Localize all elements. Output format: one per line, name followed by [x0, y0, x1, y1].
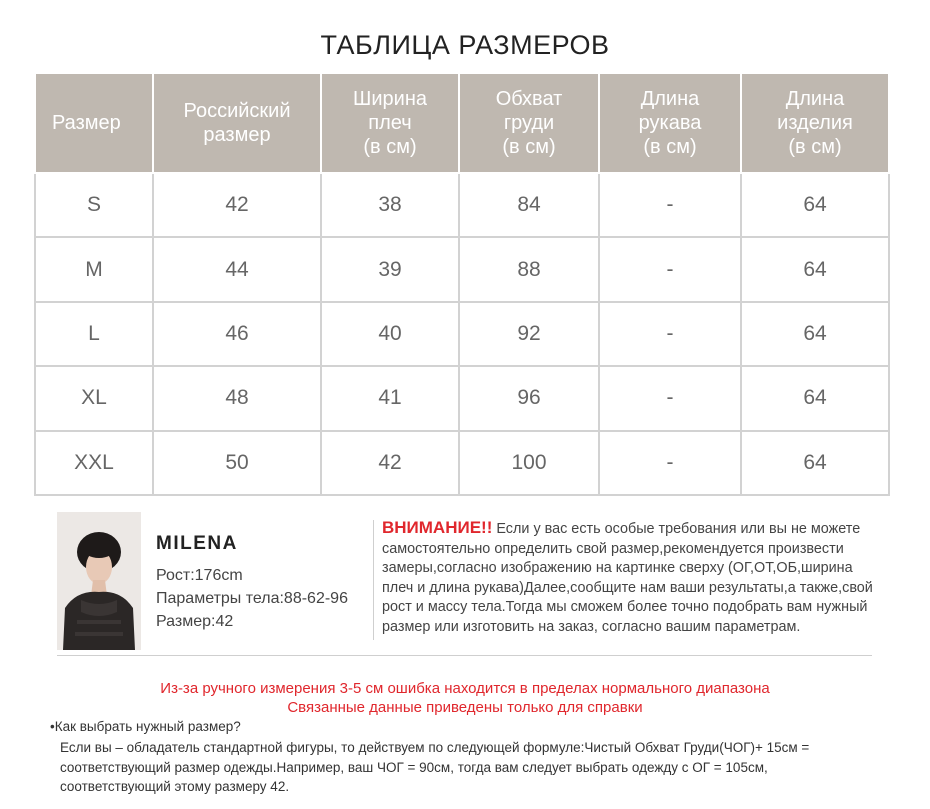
table-row	[35, 173, 889, 237]
header-sleeve-length: Длина рукава (в см)	[599, 73, 741, 173]
header-item-length: Длина изделия (в см)	[741, 73, 889, 173]
model-body-params: Параметры тела:88-62-96	[156, 590, 348, 607]
attention-text: Если у вас есть особые требования или вы не можете самостоятельно определить свой размер,рекомендуется произвести замеры,согласно изображению на картинке сверху (ОГ,ОТ,ОБ,ширина плеч и длина рукава)Далее,сообщите нам ваши результаты,а также,свой рост и массу тела.Тогда мы сможем более точно подобрать вам нужный размер или изготовить на заказ, согласно вашим параметрам.	[382, 521, 873, 635]
table-cell: -	[599, 431, 741, 495]
table-row	[35, 237, 889, 301]
table-row	[35, 431, 889, 495]
table-cell: 100	[459, 431, 599, 495]
table-cell: 50	[153, 431, 321, 495]
model-photo	[57, 512, 141, 650]
table-cell: -	[599, 237, 741, 301]
table-cell: -	[599, 366, 741, 430]
table-cell: 92	[459, 302, 599, 366]
table-header-row	[35, 73, 889, 173]
table-cell: 84	[459, 173, 599, 237]
header-size: Размер	[35, 73, 153, 173]
reference-warning: Связанные данные приведены только для справки	[287, 699, 643, 716]
vertical-divider	[373, 520, 374, 640]
table-cell: 42	[153, 173, 321, 237]
howto-title: •Как выбрать нужный размер?	[50, 719, 241, 734]
table-row	[35, 366, 889, 430]
header-shoulder-width: Ширина плеч (в см)	[321, 73, 459, 173]
measurement-warning: Из-за ручного измерения 3-5 см ошибка находится в пределах нормального диапазона	[160, 680, 770, 697]
howto-text: Если вы – обладатель стандартной фигуры, то действуем по следующей формуле:Чистый Обхват Груди(ЧОГ)+ 15см = соответствующий размер одежды.Например, ваш ЧОГ = 90см, тогда вам следует выбрать одежду с ОГ = 105см, соответствующий этому размеру 42.	[60, 740, 810, 794]
page-title: ТАБЛИЦА РАЗМЕРОВ	[320, 30, 610, 60]
table-cell: 64	[741, 302, 889, 366]
table-cell: 96	[459, 366, 599, 430]
table-cell: S	[35, 173, 153, 237]
table-cell: 64	[741, 173, 889, 237]
size-table	[34, 72, 890, 496]
table-cell: 39	[321, 237, 459, 301]
table-cell: XXL	[35, 431, 153, 495]
model-photo-illustration	[57, 512, 141, 650]
header-chest: Обхват груди (в см)	[459, 73, 599, 173]
table-cell: XL	[35, 366, 153, 430]
table-cell: 46	[153, 302, 321, 366]
table-cell: -	[599, 173, 741, 237]
table-cell: 40	[321, 302, 459, 366]
table-cell: 64	[741, 431, 889, 495]
model-name: MILENA	[156, 533, 238, 554]
table-cell: 38	[321, 173, 459, 237]
horizontal-divider	[57, 655, 872, 656]
attention-note	[382, 518, 882, 637]
table-cell: 44	[153, 237, 321, 301]
table-cell: 64	[741, 237, 889, 301]
table-cell: 64	[741, 366, 889, 430]
table-row	[35, 302, 889, 366]
header-russian-size: Российский размер	[153, 73, 321, 173]
table-cell: 41	[321, 366, 459, 430]
table-cell: 48	[153, 366, 321, 430]
table-cell: L	[35, 302, 153, 366]
model-height: Рост:176cm	[156, 567, 243, 584]
model-size: Размер:42	[156, 613, 234, 630]
table-cell: -	[599, 302, 741, 366]
attention-heading: ВНИМАНИЕ!!	[382, 518, 493, 537]
table-cell: 88	[459, 237, 599, 301]
table-cell: 42	[321, 431, 459, 495]
table-cell: M	[35, 237, 153, 301]
